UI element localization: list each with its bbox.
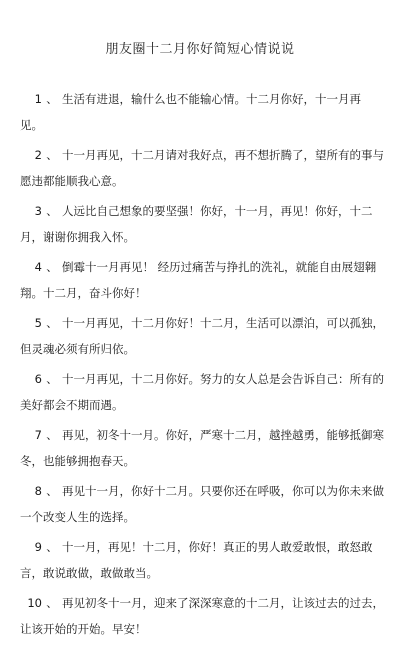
item-number: 5 (34, 316, 42, 330)
item-text: 人远比自己想象的要坚强！你好，十一月，再见！你好，十二月，谢谢你拥我入怀。 (20, 204, 373, 244)
item-text: 再见，初冬十一月。你好，严寒十二月，越挫越勇，能够抵御寒冬，也能够拥抱春天。 (20, 428, 384, 468)
item-number: 3 (34, 204, 42, 218)
item-text: 倒霉十一月再见！ 经历过痛苦与挣扎的洗礼，就能自由展翅翱翔。十二月，奋斗你好！ (20, 260, 377, 300)
item-number: 8 (34, 484, 42, 498)
item-separator: 、 (46, 484, 58, 498)
item-text: 十一月，再见！十二月，你好！真正的男人敢爱敢恨，敢怒敢言，敢说敢做，敢做敢当。 (20, 540, 373, 580)
item-separator: 、 (46, 596, 58, 610)
item-separator: 、 (46, 260, 58, 274)
list-item (20, 590, 386, 642)
list-item (20, 142, 386, 194)
item-separator: 、 (46, 316, 58, 330)
list-item (20, 86, 386, 138)
list-item (20, 366, 386, 418)
item-number: 1 (34, 92, 42, 106)
item-text: 再见十一月，你好十二月。只要你还在呼吸，你可以为你未来做一个改变人生的选择。 (20, 484, 384, 524)
item-number: 2 (34, 148, 42, 162)
item-separator: 、 (46, 204, 58, 218)
item-number: 6 (34, 372, 42, 386)
item-separator: 、 (46, 428, 58, 442)
list-item (20, 478, 386, 530)
item-text: 十一月再见，十二月你好！十二月，生活可以漂泊，可以孤独，但灵魂必须有所归依。 (20, 316, 384, 356)
item-separator: 、 (46, 372, 58, 386)
item-number: 10 (27, 596, 42, 610)
item-text: 再见初冬十一月，迎来了深深寒意的十二月，让该过去的过去，让该开始的开始。早安！ (20, 596, 384, 636)
page-title: 朋友圈十二月你好简短心情说说 (105, 42, 295, 57)
list-item (20, 422, 386, 474)
list-item (20, 310, 386, 362)
item-number: 7 (34, 428, 42, 442)
item-separator: 、 (46, 540, 58, 554)
item-number: 9 (34, 540, 42, 554)
list-item (20, 254, 386, 306)
quote-list (20, 86, 386, 646)
item-text: 十一月再见，十二月你好。努力的女人总是会告诉自己：所有的美好都会不期而遇。 (20, 372, 384, 412)
list-item (20, 198, 386, 250)
item-text: 生活有进退，输什么也不能输心情。十二月你好，十一月再 见。 (20, 92, 361, 132)
item-separator: 、 (46, 92, 58, 106)
item-number: 4 (34, 260, 42, 274)
item-separator: 、 (46, 148, 58, 162)
item-text: 十一月再见，十二月请对我好点，再不想折腾了，望所有的事与愿违都能顺我心意。 (20, 148, 384, 188)
list-item (20, 534, 386, 586)
